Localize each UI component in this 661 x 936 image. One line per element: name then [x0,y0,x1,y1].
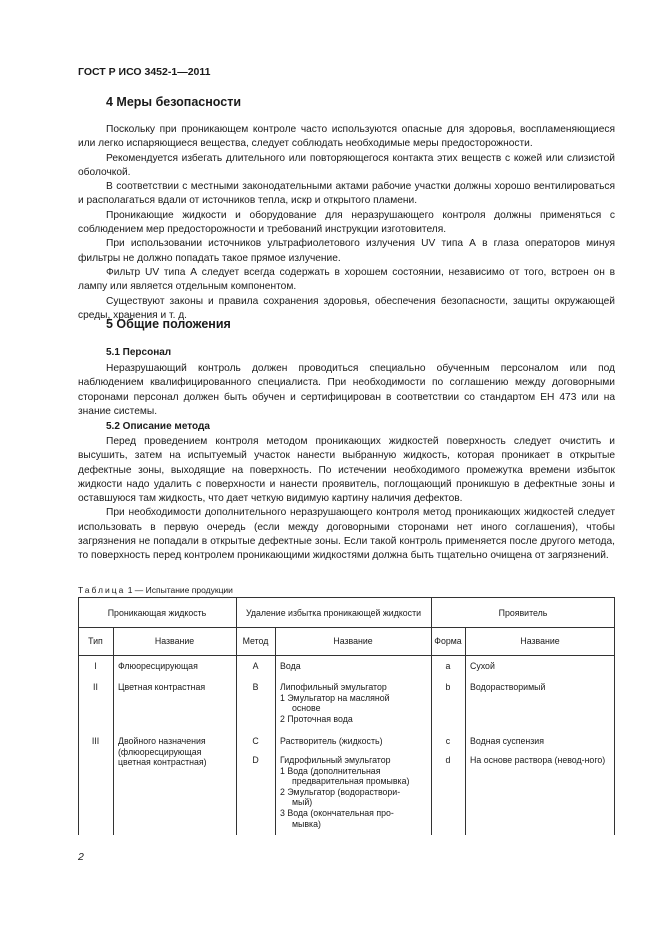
developer-form: b [445,682,451,692]
table-col-divider [113,627,114,835]
removal-line: 1 Эмульгатор на масляной [280,692,390,703]
column-header-method: Метод [242,636,269,646]
paragraph: При необходимости дополнительного неразрушающего контроля метод проникающих жидкостей следует использовать в первую очередь (если между договорными сторонами нет иного соглашения), чтобы загрязнения не попадали в открытые дефектные зоны. Если такой контроль применяется после другого метода, то поверхность перед контролем проникающими жидкостями должна быть тщательно очищена от загрязнений. [78,507,615,562]
developer-name: На основе раствора (невод-ного) [470,755,606,765]
removal-line: 1 Вода (дополнительная [280,765,381,776]
table-caption [78,585,233,595]
paragraph: Поскольку при проникающем контроле часто используются опасные для здоровья, воспламеняющиеся или легко испаряющиеся вещества, следует соблюдать необходимые меры предосторожности. [78,124,615,150]
removal-method: C [252,736,259,746]
table-caption-text: 1 — Испытание продукции [125,585,233,595]
penetrant-type: I [94,661,97,671]
removal-method: D [252,755,259,765]
developer-name: Водная суспензия [470,736,544,746]
product-testing-table [78,597,615,835]
removal-method: B [252,682,259,692]
paragraph: Проникающие жидкости и оборудование для неразрушающего контроля должны применяться с соблюдением мер предосторожности и требований инструкции изготовителя. [78,209,615,236]
table-col-divider [465,627,466,835]
subsection-5-1-title: 5.1 Персонал [106,347,172,358]
group-header-developer: Проявитель [498,608,548,618]
paragraph: Существуют законы и правила сохранения здоровья, обеспечения безопасности, защиты окружающей среды, хранения и т. д. [78,295,615,321]
removal-line: 2 Проточная вода [280,713,353,724]
table-rule [78,655,615,656]
paragraph: Неразрушающий контроль должен проводиться специально обученным персоналом или под наблюдением квалифицированного специалиста. При необходимости по соглашению между договорными сторонами персонал должен быть обучен и сертифицирован в соответствии со стандартом ЕН 473 или на знание системы. [78,363,615,417]
penetrant-name: Двойного назначения (флюоресцирующая цветная контрастная) [118,736,207,768]
table-col-divider [275,627,276,835]
section-4-body [78,123,615,323]
table-border-left [78,597,79,835]
subsection-5-1-body [78,362,615,419]
column-header-type: Тип [88,636,103,646]
table-border-right [614,597,615,835]
removal-name [280,736,430,747]
removal-name [280,682,430,724]
section-5-title: 5 Общие положения [106,317,231,331]
table-group-divider [236,597,237,835]
subsection-5-2-body [78,435,615,564]
penetrant-name: Флюоресцирующая [118,661,198,671]
group-header-penetrant: Проникающая жидкость [107,608,207,618]
paragraph: Рекомендуется избегать длительного или повторяющегося контакта этих веществ с кожей или слизистой оболочкой. [78,152,615,178]
removal-line: 2 Эмульгатор (водораствори- [280,786,401,797]
column-header-form: Форма [434,636,462,646]
penetrant-type: II [93,682,98,692]
developer-form: d [445,755,451,765]
paragraph: Перед проведением контроля методом проникающих жидкостей поверхность следует очистить и высушить, затем на испытуемый участок нанести выбранную жидкость, которая проникает в открытые дефектные зоны, выходящие на поверхность. По истечении необходимого промежутка времени избыток жидкости надо удалить с поверхности и нанести проявитель, поглощающий проникшую в дефектные зоны и оставшуюся там жидкость, что дает четкую видимую картину наличия дефектов. [78,436,615,505]
developer-name: Водорастворимый [470,682,546,692]
removal-line: основе [292,703,321,714]
table-rule [78,627,615,628]
developer-form: a [445,661,451,671]
removal-line: мый) [292,797,313,808]
removal-line: мывка) [292,818,321,829]
developer-name: Сухой [470,661,495,671]
removal-line: Вода [280,661,301,671]
removal-name [280,661,430,672]
group-header-removal: Удаление избытка проникающей жидкости [245,608,422,618]
removal-line: 3 Вода (окончательная про- [280,807,394,818]
penetrant-type: III [91,736,100,746]
removal-line: Гидрофильный эмульгатор [280,755,391,765]
subsection-5-2-title: 5.2 Описание метода [106,421,210,432]
paragraph: При использовании источников ультрафиолетового излучения UV типа А в глаза операторов минуя фильтры не должно попадать такое прямое излучение. [78,238,615,264]
table-caption-word: Таблица [78,585,126,595]
removal-method: A [252,661,259,671]
developer-form: c [445,736,451,746]
column-header-developer-name: Название [520,636,560,646]
document-code: ГОСТ Р ИСО 3452-1—2011 [78,66,211,78]
removal-line: Липофильный эмульгатор [280,682,387,692]
removal-line: предварительная промывка) [292,776,410,787]
table-group-divider [431,597,432,835]
section-4-title: 4 Меры безопасности [106,95,242,109]
page-number: 2 [78,851,84,863]
paragraph: В соответствии с местными законодательными актами рабочие участки должны хорошо вентилироваться и располагаться вдали от источников тепла, искр и открытого пламени. [78,181,615,207]
column-header-removal-name: Название [333,636,373,646]
column-header-penetrant-name: Название [154,636,195,646]
penetrant-name: Цветная контрастная [118,682,206,692]
removal-line: Растворитель (жидкость) [280,736,383,746]
table-border-top [78,597,615,598]
paragraph: Фильтр UV типа А следует всегда содержать в хорошем состоянии, независимо от того, встроен он в лампу или является отдельным компонентом. [78,266,615,293]
removal-name [280,755,430,829]
